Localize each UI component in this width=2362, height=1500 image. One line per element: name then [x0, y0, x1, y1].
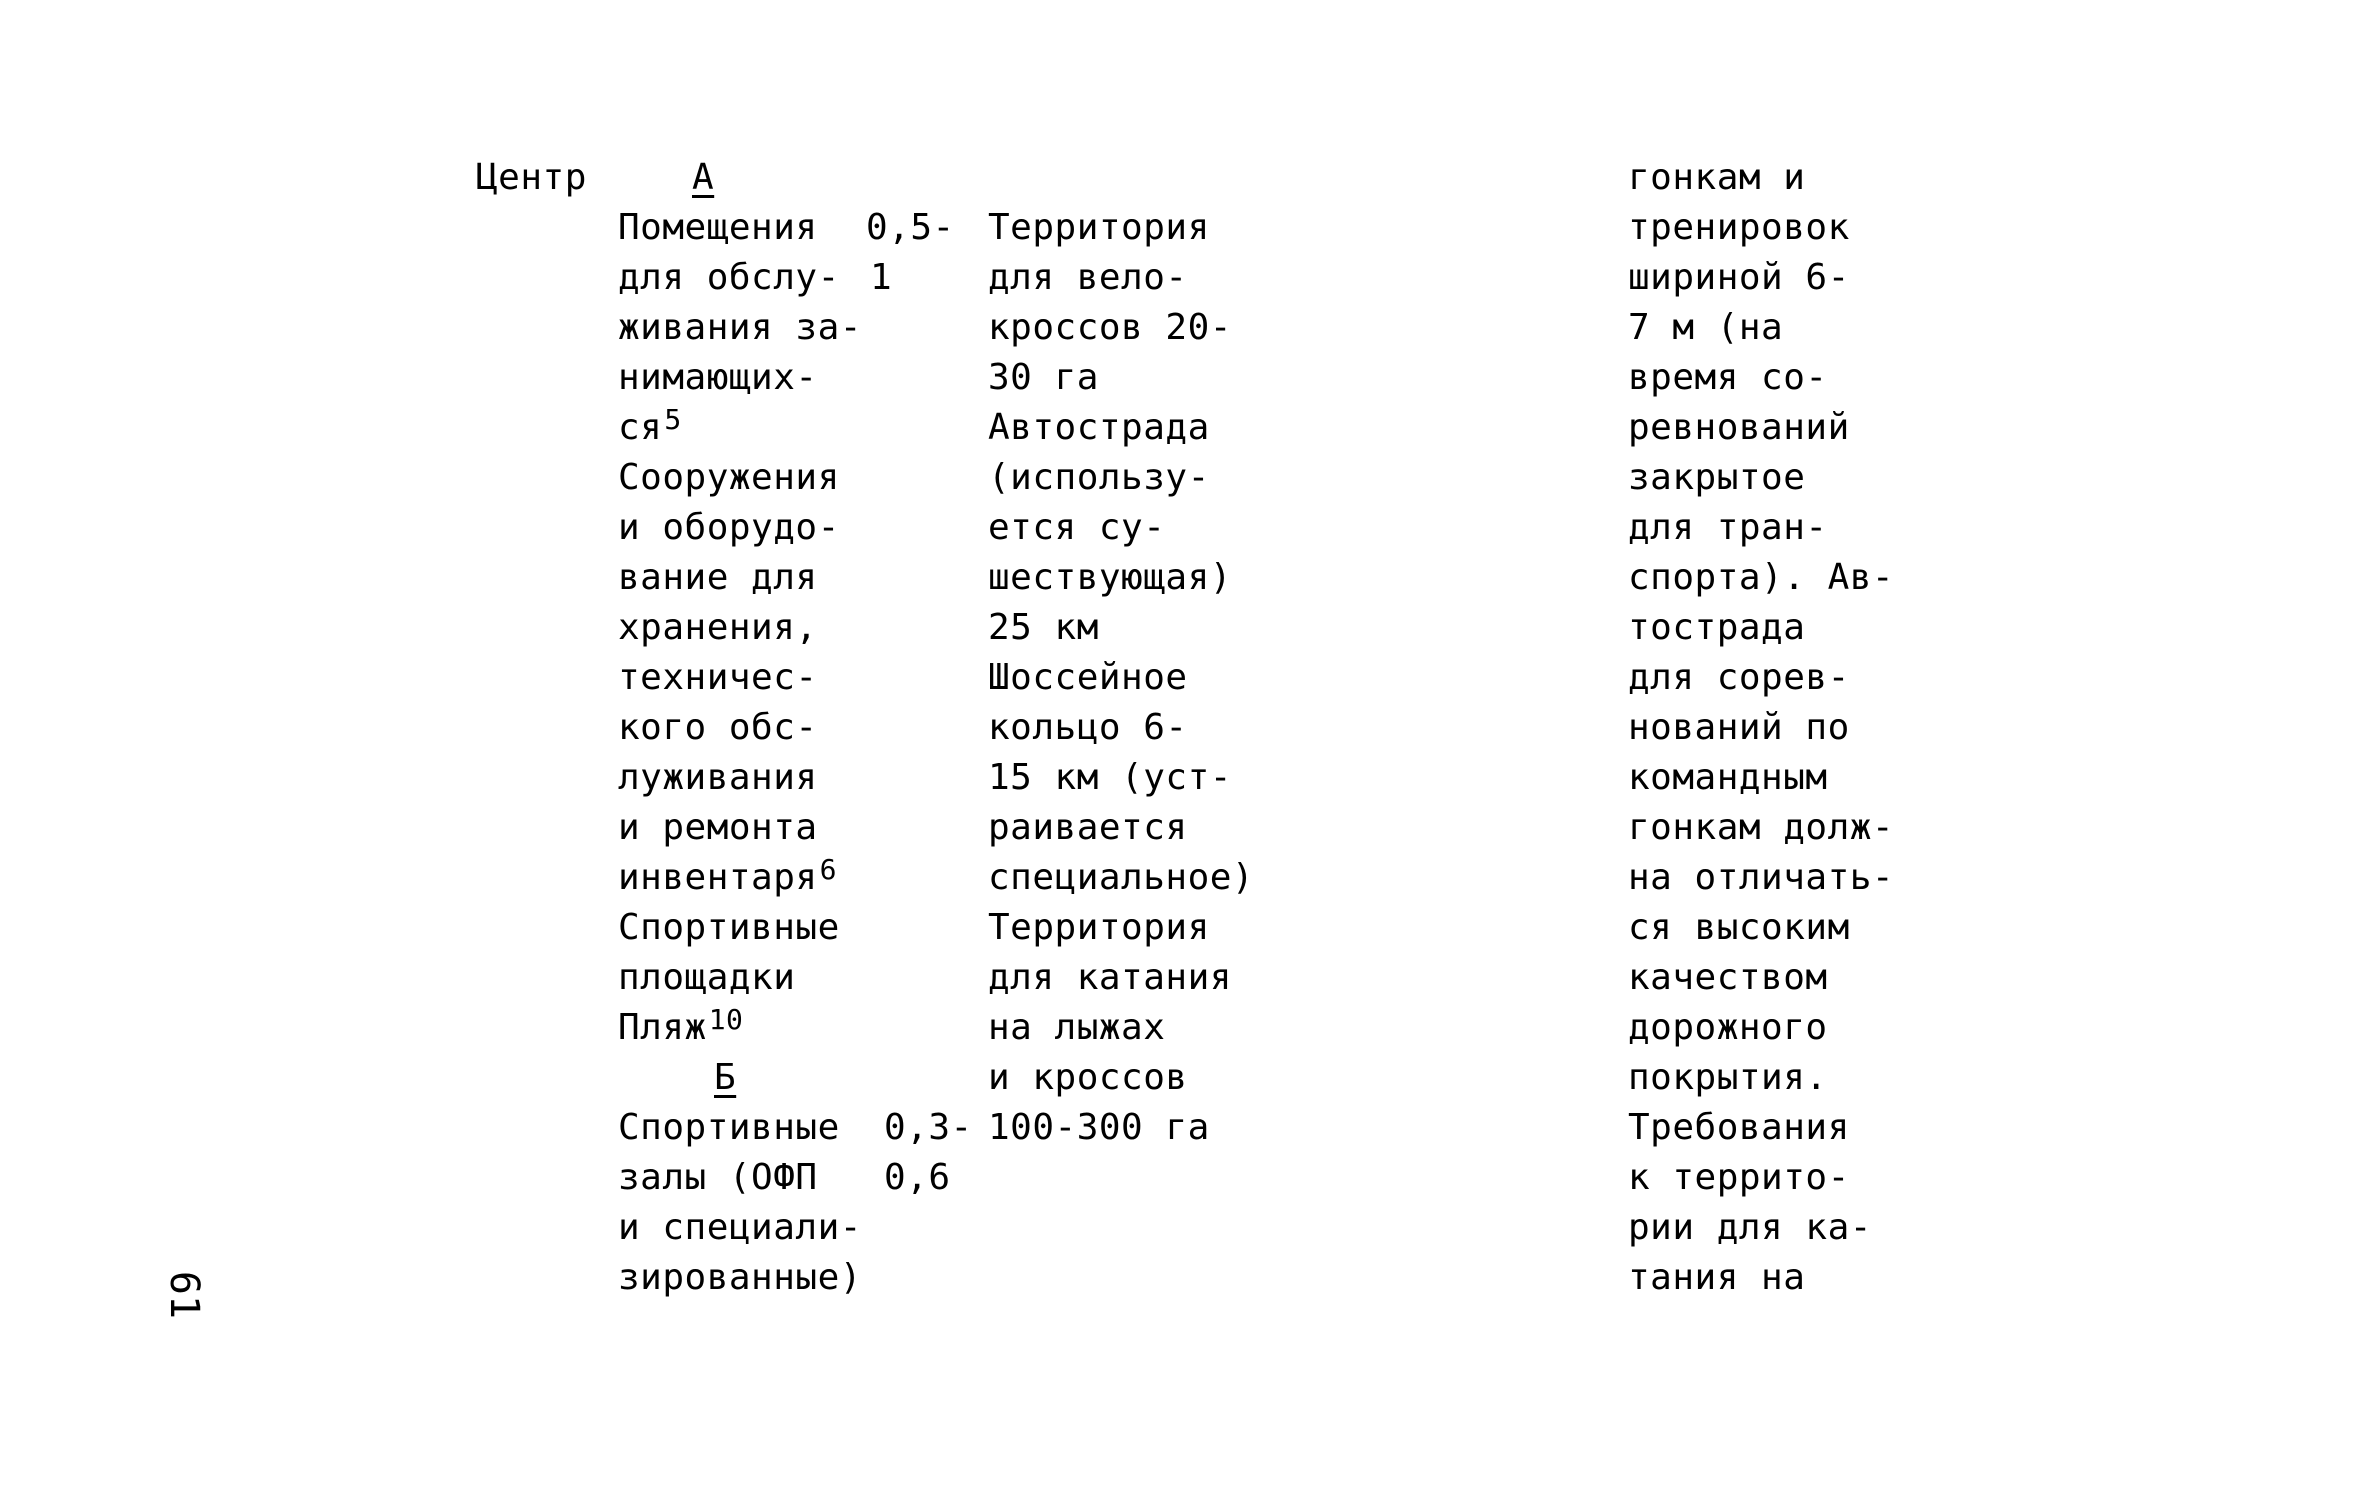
notes-line: рии для ка- — [1628, 1207, 1872, 1248]
territory-line: на лыжах — [988, 1007, 1166, 1048]
notes-line: шириной 6- — [1628, 257, 1850, 298]
norm-values-a — [866, 203, 955, 303]
territory-line: 15 км (уст- — [988, 757, 1232, 798]
facility-line: Спортивные — [618, 1107, 840, 1148]
facility-line: Спортивные — [618, 907, 840, 948]
norm-value: 0,3- — [884, 1107, 973, 1148]
notes-line: закрытое — [1628, 457, 1806, 498]
facility-line: площадки — [618, 957, 796, 998]
facility-line: Помещения — [618, 207, 818, 248]
norm-values-b — [884, 1103, 973, 1203]
center-label — [476, 153, 587, 203]
facility-line: живания за- — [618, 307, 862, 348]
footnote-beach: 10 — [708, 1003, 744, 1036]
notes-line: время со- — [1628, 357, 1828, 398]
territory-line: Территория — [988, 907, 1210, 948]
norm-value: 0,5- — [866, 207, 955, 248]
territory-line: кроссов 20- — [988, 307, 1232, 348]
group-a-label: А — [692, 157, 715, 198]
facility-line: нимающих- — [618, 357, 818, 398]
facility-line: вание для — [618, 557, 818, 598]
territory-line: Шоссейное — [988, 657, 1188, 698]
notes-line: покрытия. — [1628, 1057, 1828, 1098]
notes-line: спорта). Ав- — [1628, 557, 1895, 598]
notes-line: гонкам долж- — [1628, 807, 1895, 848]
territory-line: раивается — [988, 807, 1188, 848]
notes-line: тострада — [1628, 607, 1806, 648]
center-label-text: Центр — [476, 157, 587, 198]
footnote-inventory: 6 — [819, 853, 837, 886]
facility-list-a — [618, 203, 862, 1053]
notes-line: командным — [1628, 757, 1828, 798]
facility-line: зированные) — [618, 1257, 862, 1298]
territory-line: 25 км — [988, 607, 1099, 648]
notes-line: для сорев- — [1628, 657, 1850, 698]
facility-line: и специали- — [618, 1207, 862, 1248]
facility-line: луживания — [618, 757, 818, 798]
facility-line: техничес- — [618, 657, 818, 698]
norm-value: 0,6 — [884, 1157, 951, 1198]
facility-line: Сооружения — [618, 457, 840, 498]
facility-list-b — [618, 1103, 862, 1303]
notes-line: для тран- — [1628, 507, 1828, 548]
norm-value: 1 — [870, 257, 893, 298]
territory-line: Территория — [988, 207, 1210, 248]
territory-line: шествующая) — [988, 557, 1232, 598]
footnote-premises: 5 — [664, 403, 682, 436]
territory-column — [988, 203, 1254, 1153]
notes-line: ся высоким — [1628, 907, 1850, 948]
notes-line: ревнований — [1628, 407, 1850, 448]
facility-line: хранения, — [618, 607, 818, 648]
facility-line: инвентаря$^6$ — [618, 853, 837, 898]
notes-line: тания на — [1628, 1257, 1806, 1298]
territory-line: специальное) — [988, 857, 1255, 898]
group-a-heading — [692, 153, 714, 203]
territory-line: кольцо 6- — [988, 707, 1188, 748]
group-b-heading — [714, 1053, 736, 1103]
territory-line: 100-300 га — [988, 1107, 1210, 1148]
notes-line: к террито- — [1628, 1157, 1850, 1198]
facility-line: и оборудо- — [618, 507, 840, 548]
territory-line: (использу- — [988, 457, 1210, 498]
notes-line: гонкам и — [1628, 157, 1806, 198]
facility-line: $ся^5$ — [618, 403, 682, 448]
facility-line: Пляж$^{10}$ — [618, 1003, 744, 1048]
territory-line: ется су- — [988, 507, 1166, 548]
notes-line: Требования — [1628, 1107, 1850, 1148]
facility-line: кого обс- — [618, 707, 818, 748]
notes-line: качеством — [1628, 957, 1828, 998]
notes-line: на отличать- — [1628, 857, 1895, 898]
territory-line: для вело- — [988, 257, 1188, 298]
territory-line: для катания — [988, 957, 1232, 998]
notes-column — [1628, 153, 1894, 1303]
notes-line: дорожного — [1628, 1007, 1828, 1048]
territory-line: и кроссов — [988, 1057, 1188, 1098]
notes-line: 7 м (на — [1628, 307, 1784, 348]
facility-line: залы (ОФП — [618, 1157, 818, 1198]
notes-line: тренировок — [1628, 207, 1850, 248]
territory-line: 30 га — [988, 357, 1099, 398]
facility-line: для обслу- — [618, 257, 840, 298]
page-number: 61 — [161, 1270, 208, 1320]
territory-line: Автострада — [988, 407, 1210, 448]
group-b-label: Б — [714, 1057, 737, 1098]
notes-line: нований по — [1628, 707, 1850, 748]
facility-line: и ремонта — [618, 807, 818, 848]
